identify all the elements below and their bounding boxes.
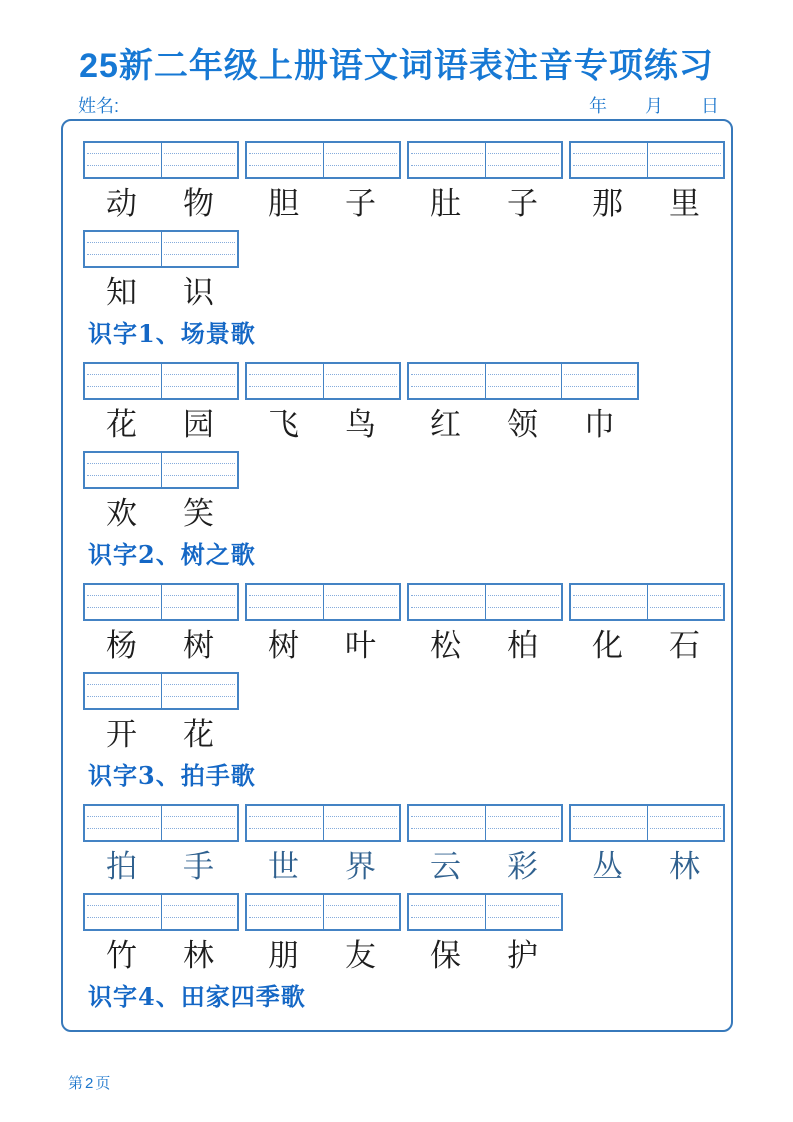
- pinyin-cell: [323, 143, 399, 177]
- character: 红: [430, 407, 461, 443]
- character: 世: [268, 849, 299, 885]
- guide-line: [650, 607, 721, 608]
- guide-line: [564, 386, 635, 387]
- guide-line: [164, 463, 235, 464]
- pinyin-grid-box: [83, 672, 239, 710]
- character: 松: [430, 628, 461, 664]
- guide-line: [87, 463, 159, 464]
- guide-line: [488, 386, 559, 387]
- character-row: [407, 405, 639, 447]
- pinyin-grid-box: [83, 362, 239, 400]
- character: 那: [592, 186, 623, 222]
- character-row: [83, 626, 239, 668]
- guide-line: [87, 242, 159, 243]
- word-row: [83, 230, 721, 315]
- guide-line: [87, 254, 159, 255]
- pinyin-cell: [485, 364, 561, 398]
- pinyin-cell: [247, 806, 323, 840]
- character: 云: [430, 849, 461, 885]
- date-label-day: 日: [701, 96, 719, 116]
- pinyin-cell: [409, 585, 485, 619]
- character-row: [245, 626, 401, 668]
- character-row: [245, 847, 401, 889]
- pinyin-grid-box: [83, 230, 239, 268]
- character: 护: [507, 938, 538, 974]
- worksheet-border-box: [61, 119, 733, 1032]
- guide-line: [87, 917, 159, 918]
- guide-line: [164, 905, 235, 906]
- word-block: [83, 141, 239, 226]
- character: 化: [592, 628, 623, 664]
- pinyin-cell: [161, 895, 237, 929]
- pinyin-cell: [161, 674, 237, 708]
- page-title: 25新二年级上册语文词语表注音专项练习: [79, 47, 714, 85]
- character-row: [407, 847, 563, 889]
- character: 识: [183, 275, 214, 311]
- guide-line: [164, 917, 235, 918]
- word-block: [83, 362, 239, 447]
- name-label: 姓名:: [78, 96, 120, 116]
- character: 鸟: [345, 407, 376, 443]
- guide-line: [650, 828, 721, 829]
- pinyin-cell: [485, 585, 561, 619]
- character: 胆: [268, 186, 299, 222]
- guide-line: [87, 607, 159, 608]
- pinyin-cell: [323, 895, 399, 929]
- pinyin-grid-box: [407, 362, 639, 400]
- guide-line: [249, 905, 321, 906]
- character: 丛: [592, 849, 623, 885]
- guide-line: [488, 828, 559, 829]
- guide-line: [488, 607, 559, 608]
- character-row: [245, 405, 401, 447]
- word-block: [83, 893, 239, 978]
- pinyin-cell: [409, 364, 485, 398]
- character: 树: [268, 628, 299, 664]
- word-block: [407, 804, 563, 889]
- guide-line: [87, 386, 159, 387]
- pinyin-cell: [85, 232, 161, 266]
- character-row: [83, 184, 239, 226]
- pinyin-grid-box: [245, 141, 401, 179]
- guide-line: [411, 386, 483, 387]
- character: 花: [183, 717, 214, 753]
- word-block: [407, 893, 563, 978]
- character-row: [407, 184, 563, 226]
- guide-line: [164, 386, 235, 387]
- pinyin-cell: [323, 585, 399, 619]
- guide-line: [164, 153, 235, 154]
- word-row: [83, 362, 721, 447]
- pinyin-cell: [247, 895, 323, 929]
- guide-line: [326, 828, 397, 829]
- pinyin-grid-box: [245, 362, 401, 400]
- guide-line: [164, 242, 235, 243]
- character: 花: [106, 407, 137, 443]
- guide-line: [249, 828, 321, 829]
- pinyin-cell: [409, 806, 485, 840]
- guide-line: [411, 165, 483, 166]
- pinyin-cell: [485, 143, 561, 177]
- guide-line: [87, 816, 159, 817]
- pinyin-cell: [85, 806, 161, 840]
- character: 朋: [268, 938, 299, 974]
- character: 杨: [106, 628, 137, 664]
- pinyin-cell: [85, 585, 161, 619]
- character: 树: [183, 628, 214, 664]
- guide-line: [249, 595, 321, 596]
- character: 笑: [183, 496, 214, 532]
- guide-line: [411, 828, 483, 829]
- guide-line: [488, 816, 559, 817]
- pinyin-cell: [647, 143, 723, 177]
- character-row: [407, 626, 563, 668]
- word-row: [83, 583, 721, 668]
- guide-line: [411, 153, 483, 154]
- guide-line: [87, 165, 159, 166]
- word-row: [83, 893, 721, 978]
- pinyin-cell: [647, 806, 723, 840]
- character: 保: [430, 938, 461, 974]
- guide-line: [488, 917, 559, 918]
- guide-line: [326, 905, 397, 906]
- guide-line: [87, 696, 159, 697]
- guide-line: [249, 374, 321, 375]
- guide-line: [411, 374, 483, 375]
- pinyin-grid-box: [83, 583, 239, 621]
- character-row: [83, 847, 239, 889]
- pinyin-grid-box: [569, 804, 725, 842]
- pinyin-cell: [85, 364, 161, 398]
- pinyin-grid-box: [83, 451, 239, 489]
- pinyin-cell: [561, 364, 637, 398]
- character: 领: [507, 407, 538, 443]
- character: 里: [669, 186, 700, 222]
- character: 子: [507, 186, 538, 222]
- word-block: [407, 583, 563, 668]
- character: 柏: [507, 628, 538, 664]
- pinyin-grid-box: [407, 583, 563, 621]
- character: 竹: [106, 938, 137, 974]
- pinyin-grid-box: [407, 141, 563, 179]
- character-row: [83, 273, 239, 315]
- section-heading: 识字3、拍手歌: [88, 761, 256, 790]
- word-block: [569, 141, 725, 226]
- pinyin-grid-box: [83, 893, 239, 931]
- guide-line: [164, 475, 235, 476]
- character: 子: [345, 186, 376, 222]
- character: 肚: [430, 186, 461, 222]
- guide-line: [326, 595, 397, 596]
- character: 林: [669, 849, 700, 885]
- pinyin-cell: [85, 674, 161, 708]
- guide-line: [411, 905, 483, 906]
- pinyin-cell: [247, 143, 323, 177]
- pinyin-grid-box: [407, 893, 563, 931]
- word-row: [83, 451, 721, 536]
- word-block: [245, 362, 401, 447]
- guide-line: [249, 607, 321, 608]
- guide-line: [87, 905, 159, 906]
- pinyin-cell: [161, 806, 237, 840]
- word-block: [569, 583, 725, 668]
- pinyin-grid-box: [569, 141, 725, 179]
- guide-line: [249, 153, 321, 154]
- guide-line: [249, 816, 321, 817]
- character: 园: [183, 407, 214, 443]
- section-heading: 识字4、田家四季歌: [88, 982, 306, 1011]
- guide-line: [650, 816, 721, 817]
- pinyin-cell: [485, 895, 561, 929]
- word-block: [407, 362, 639, 447]
- guide-line: [164, 595, 235, 596]
- guide-line: [87, 153, 159, 154]
- date-labels: [589, 92, 719, 118]
- meta-row: [78, 92, 719, 118]
- pinyin-cell: [247, 364, 323, 398]
- pinyin-cell: [323, 806, 399, 840]
- guide-line: [87, 374, 159, 375]
- character-row: [569, 184, 725, 226]
- character-row: [245, 936, 401, 978]
- word-block: [83, 583, 239, 668]
- word-block: [245, 893, 401, 978]
- character: 欢: [106, 496, 137, 532]
- guide-line: [573, 816, 645, 817]
- pinyin-cell: [409, 895, 485, 929]
- word-row: [83, 141, 721, 226]
- guide-line: [326, 374, 397, 375]
- pinyin-grid-box: [407, 804, 563, 842]
- pinyin-cell: [571, 806, 647, 840]
- guide-line: [249, 917, 321, 918]
- character: 飞: [268, 407, 299, 443]
- pinyin-cell: [571, 143, 647, 177]
- pinyin-grid-box: [569, 583, 725, 621]
- character: 彩: [507, 849, 538, 885]
- pinyin-cell: [85, 453, 161, 487]
- guide-line: [411, 607, 483, 608]
- character: 手: [183, 849, 214, 885]
- character: 动: [106, 186, 137, 222]
- guide-line: [164, 165, 235, 166]
- pinyin-cell: [85, 143, 161, 177]
- pinyin-grid-box: [245, 804, 401, 842]
- character-row: [83, 936, 239, 978]
- character: 石: [669, 628, 700, 664]
- guide-line: [650, 153, 721, 154]
- character-row: [569, 847, 725, 889]
- pinyin-cell: [85, 895, 161, 929]
- character: 友: [345, 938, 376, 974]
- pinyin-cell: [571, 585, 647, 619]
- section-heading: 识字1、场景歌: [88, 319, 256, 348]
- pinyin-grid-box: [83, 804, 239, 842]
- guide-line: [650, 595, 721, 596]
- character-row: [83, 405, 239, 447]
- word-block: [245, 804, 401, 889]
- character: 知: [106, 275, 137, 311]
- pinyin-cell: [247, 585, 323, 619]
- guide-line: [164, 696, 235, 697]
- word-block: [407, 141, 563, 226]
- date-label-year: 年: [589, 96, 607, 116]
- pinyin-cell: [323, 364, 399, 398]
- word-block: [83, 451, 239, 536]
- page-footer: 第2页: [68, 1075, 113, 1092]
- character: 叶: [345, 628, 376, 664]
- word-row: [83, 672, 721, 757]
- pinyin-cell: [161, 143, 237, 177]
- guide-line: [573, 595, 645, 596]
- pinyin-cell: [409, 143, 485, 177]
- word-block: [83, 672, 239, 757]
- character: 开: [106, 717, 137, 753]
- guide-line: [573, 828, 645, 829]
- word-block: [569, 804, 725, 889]
- guide-line: [488, 595, 559, 596]
- character-row: [83, 494, 239, 536]
- word-block: [83, 230, 239, 315]
- guide-line: [573, 607, 645, 608]
- guide-line: [573, 153, 645, 154]
- word-block: [245, 141, 401, 226]
- character: 界: [345, 849, 376, 885]
- guide-line: [326, 816, 397, 817]
- guide-line: [164, 828, 235, 829]
- guide-line: [411, 816, 483, 817]
- pinyin-cell: [161, 453, 237, 487]
- word-block: [245, 583, 401, 668]
- word-block: [83, 804, 239, 889]
- guide-line: [164, 607, 235, 608]
- character-row: [83, 715, 239, 757]
- guide-line: [87, 684, 159, 685]
- guide-line: [326, 165, 397, 166]
- character-row: [569, 626, 725, 668]
- character: 拍: [106, 849, 137, 885]
- pinyin-grid-box: [245, 583, 401, 621]
- guide-line: [87, 475, 159, 476]
- guide-line: [87, 828, 159, 829]
- section-heading: 识字2、树之歌: [88, 540, 256, 569]
- guide-line: [488, 153, 559, 154]
- guide-line: [249, 386, 321, 387]
- guide-line: [164, 684, 235, 685]
- guide-line: [411, 595, 483, 596]
- pinyin-cell: [647, 585, 723, 619]
- guide-line: [564, 374, 635, 375]
- guide-line: [164, 374, 235, 375]
- guide-line: [326, 386, 397, 387]
- word-row: [83, 804, 721, 889]
- pinyin-cell: [161, 585, 237, 619]
- guide-line: [650, 165, 721, 166]
- guide-line: [87, 595, 159, 596]
- character-row: [245, 184, 401, 226]
- guide-line: [326, 153, 397, 154]
- date-label-month: 月: [645, 96, 663, 116]
- guide-line: [573, 165, 645, 166]
- guide-line: [249, 165, 321, 166]
- character: 林: [183, 938, 214, 974]
- character: 物: [183, 186, 214, 222]
- guide-line: [326, 917, 397, 918]
- character-row: [407, 936, 563, 978]
- guide-line: [488, 905, 559, 906]
- guide-line: [326, 607, 397, 608]
- guide-line: [164, 816, 235, 817]
- guide-line: [488, 374, 559, 375]
- pinyin-cell: [161, 364, 237, 398]
- character: 巾: [584, 407, 615, 443]
- guide-line: [411, 917, 483, 918]
- pinyin-grid-box: [245, 893, 401, 931]
- guide-line: [164, 254, 235, 255]
- pinyin-cell: [485, 806, 561, 840]
- pinyin-cell: [161, 232, 237, 266]
- pinyin-grid-box: [83, 141, 239, 179]
- guide-line: [488, 165, 559, 166]
